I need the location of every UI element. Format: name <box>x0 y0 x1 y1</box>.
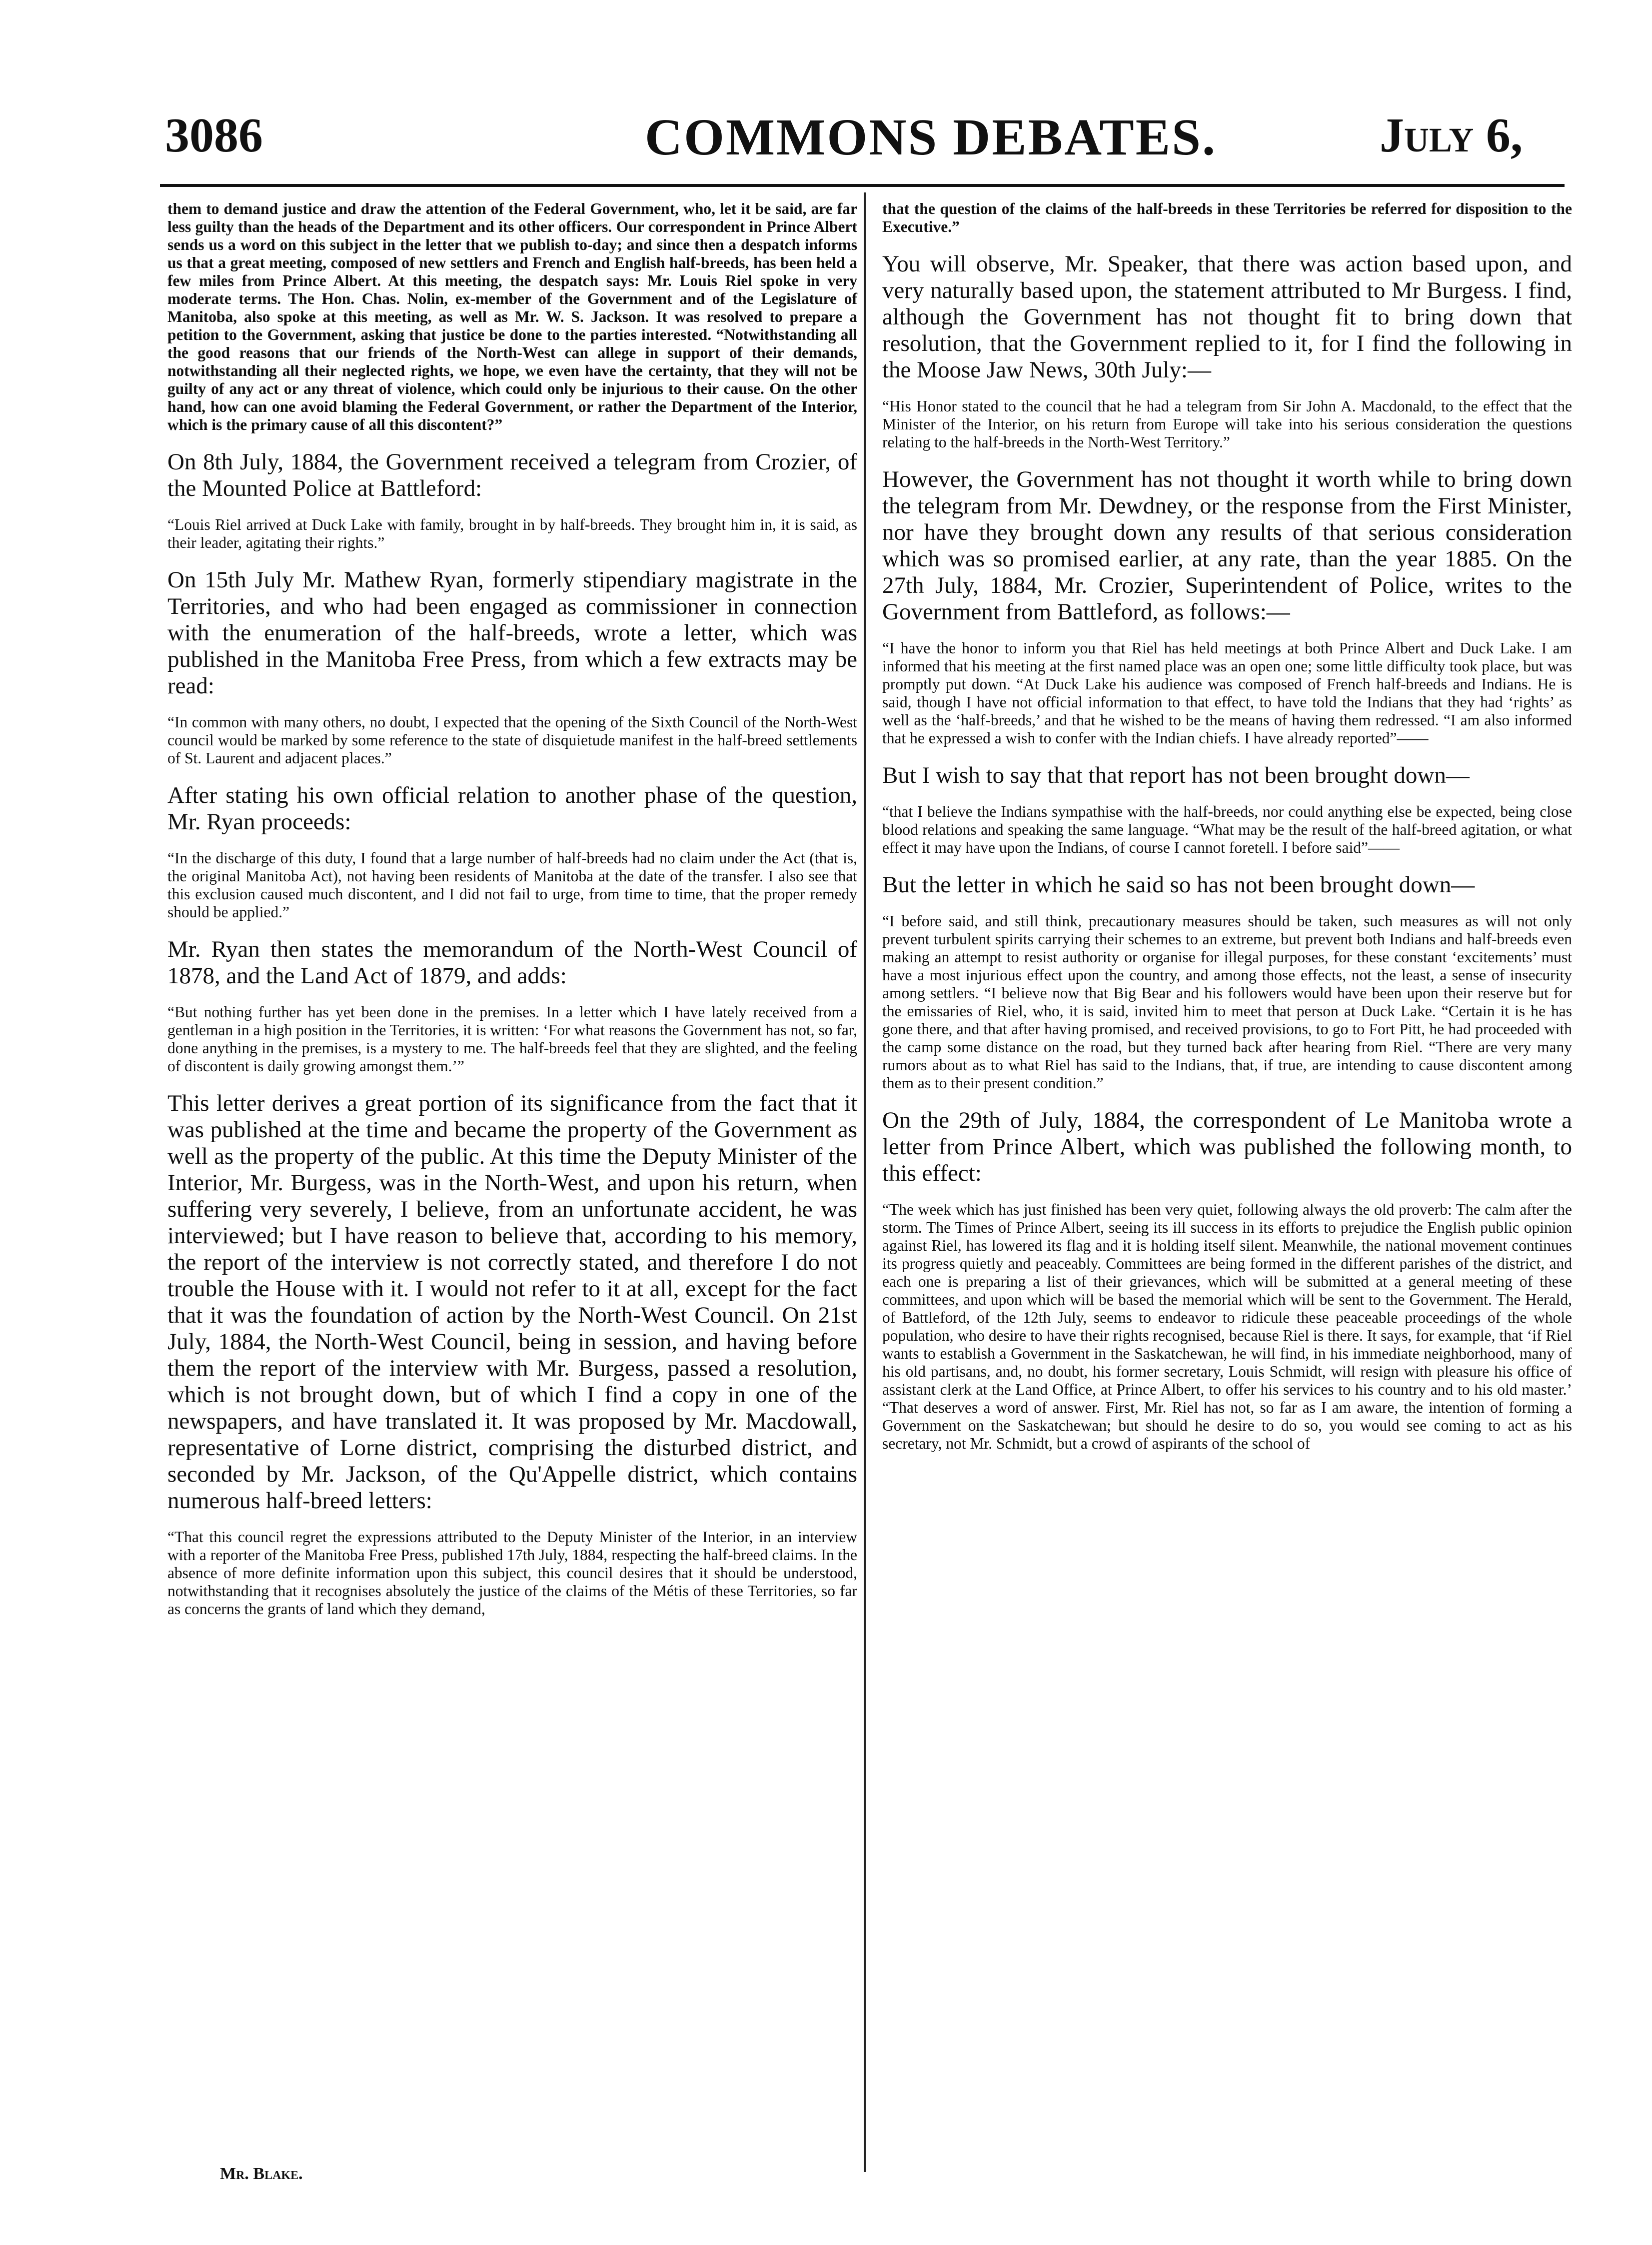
left-column <box>167 200 857 1633</box>
speaker-signature: Mr. Blake. <box>220 2165 303 2183</box>
quote-paragraph: them to demand justice and draw the attention of the Federal Government, who, let it be said, are far less guilty than the heads of the Department and its other officers. Our correspondent in Prince Albert sends us a word on this subject in the letter that we publish to-day; and since then a despatch informs us that a great meeting, composed of new settlers and French and English half-breeds, has been held a few miles from Prince Albert. At this meeting, the despatch says: Mr. Louis Riel spoke in very moderate terms. The Hon. Chas. Nolin, ex-member of the Government and of the Legislature of Manitoba, also spoke at this meeting, as well as Mr. W. S. Jackson. It was resolved to prepare a petition to the Government, asking that justice be done to the parties interested. “Notwithstanding all the good reasons that our friends of the North-West can allege in support of their demands, notwithstanding all their neglected rights, we hope, we even have the certainty, that they will not be guilty of any act or any threat of violence, which could only be injurious to their cause. On the other hand, how can one avoid blaming the Federal Government, or rather the Department of the Interior, which is the primary cause of all this discontent?” <box>167 200 857 433</box>
column-divider <box>864 192 866 2172</box>
page-date: July 6, <box>1380 108 1523 162</box>
quote-paragraph: “Louis Riel arrived at Duck Lake with family, brought in by half-breeds. They brought him in, it is said, as their leader, agitating their rights.” <box>167 516 857 551</box>
body-paragraph: After stating his own official relation to another phase of the question, Mr. Ryan proceeds: <box>167 782 857 835</box>
page-number: 3086 <box>165 108 263 162</box>
quote-paragraph: “That this council regret the expressions attributed to the Deputy Minister of the Interior, in an interview with a reporter of the Manitoba Free Press, published 17th July, 1884, respecting the half-breed claims. In the absence of more definite information upon this subject, this council desires that it should be understood, notwithstanding that it recognises absolutely the justice of the claims of the Métis of these Territories, so far as concerns the grants of land which they demand, <box>167 1528 857 1618</box>
quote-paragraph: “But nothing further has yet been done in the premises. In a letter which I have lately received from a gentleman in a high position in the Territories, it is written: ‘For what reasons the Government has not, so far, done anything in the premises, is a mystery to me. The half-breeds feel that they are slighted, and the feeling of discontent is daily growing amongst them.’” <box>167 1003 857 1075</box>
quote-paragraph: “I have the honor to inform you that Riel has held meetings at both Prince Albert and Duck Lake. I am informed that his meeting at the first named place was an open one; some little difficulty took place, but was promptly put down. “At Duck Lake his audience was composed of French half-breeds and Indians. He is said, though I have not official information to that effect, to have told the Indians that they had ‘rights’ as well as the ‘half-breeds,’ and that he wished to be the means of having them redressed. “I am also informed that he expressed a wish to confer with the Indian chiefs. I have already reported”—— <box>882 639 1572 747</box>
quote-paragraph: “In common with many others, no doubt, I expected that the opening of the Sixth Council of the North-West council would be marked by some reference to the state of disquietude manifest in the half-breed settlements of St. Laurent and adjacent places.” <box>167 713 857 767</box>
body-paragraph: But the letter in which he said so has not been brought down— <box>882 872 1475 898</box>
quote-paragraph: “I before said, and still think, precautionary measures should be taken, such measures as will not only prevent turbulent spirits carrying their schemes to an extreme, but prevent both Indians and half-breeds even making an attempt to resist authority or organise for illegal purposes, for these constant ‘excitements’ must have a most injurious effect upon the country, and among those effects, not the least, a sense of insecurity among settlers. “I believe now that Big Bear and his followers would have been upon their reserve but for the emissaries of Riel, who, it is said, invited him to meet that person at Duck Lake. “Certain it is he has gone there, and that after having promised, and received provisions, to go to Fort Pitt, he had proceeded with the camp some distance on the road, but they turned back after hearing from Riel. “There are very many rumors about as to what Riel has said to the Indians, that, if true, are intending to cause discontent among them as to their present condition.” <box>882 912 1572 1092</box>
body-paragraph: Mr. Ryan then states the memorandum of the North-West Council of 1878, and the Land Act of 1879, and adds: <box>167 936 857 989</box>
body-paragraph: On 15th July Mr. Mathew Ryan, formerly stipendiary magistrate in the Territories, and who had been engaged as commissioner in connection with the enumeration of the half-breeds, wrote a letter, which was published in the Manitoba Free Press, from which a few extracts may be read: <box>167 567 857 699</box>
right-column <box>882 200 1572 1468</box>
quote-paragraph: that the question of the claims of the half-breeds in these Territories be referred for disposition to the Executive.” <box>882 200 1572 235</box>
page-title: COMMONS DEBATES. <box>645 108 1217 166</box>
body-paragraph: You will observe, Mr. Speaker, that there was action based upon, and very naturally based upon, the statement attributed to Mr Burgess. I find, although the Government has not thought fit to bring down that resolution, that the Government replied to it, for I find the following in the Moose Jaw News, 30th July:— <box>882 251 1572 383</box>
body-paragraph: On 8th July, 1884, the Government received a telegram from Crozier, of the Mounted Police at Battleford: <box>167 449 857 501</box>
quote-paragraph: “The week which has just finished has been very quiet, following always the old proverb: The calm after the storm. The Times of Prince Albert, seeing its ill success in its efforts to prejudice the English public opinion against Riel, has lowered its flag and it is holding itself silent. Meanwhile, the national movement continues its progress quietly and peaceably. Committees are being formed in the different parishes of the district, and each one is preparing a list of their grievances, which will be submitted at a general meeting of these committees, and upon which will be based the memorial which will be sent to the Government. The Herald, of Battleford, of the 12th July, seems to endeavor to ridicule these peaceable proceedings of the whole population, who desire to have their rights recognised, because Riel is there. It says, for example, that ‘if Riel wants to establish a Government in the Saskatchewan, he will find, in his immediate neighborhood, many of his old partisans, and, no doubt, his former secretary, Louis Schmidt, will resign with pleasure his office of assistant clerk at the Land Office, at Prince Albert, to offer his services to his country and to his old master.’ “That deserves a word of answer. First, Mr. Riel has not, so far as I am aware, the intention of forming a Government on the Saskatchewan; but should he desire to do so, you would see coming to act as his secretary, not Mr. Schmidt, but a crowd of aspirants of the school of <box>882 1201 1572 1452</box>
quote-paragraph: “His Honor stated to the council that he had a telegram from Sir John A. Macdonald, to the effect that the Minister of the Interior, on his return from Europe will take into his serious consideration the questions relating to the half-breeds in the North-West Territory.” <box>882 397 1572 451</box>
page-header <box>0 0 1652 210</box>
quote-paragraph: “In the discharge of this duty, I found that a large number of half-breeds had no claim under the Act (that is, the original Manitoba Act), not having been residents of Manitoba at the date of the transfer. I also see that this exclusion caused much discontent, and I did not fail to urge, from time to time, that the proper remedy should be applied.” <box>167 849 857 921</box>
header-rule <box>160 184 1565 187</box>
body-paragraph: This letter derives a great portion of its significance from the fact that it was published at the time and became the property of the Government as well as the property of the public. At this time the Deputy Minister of the Interior, Mr. Burgess, was in the North-West, and upon his return, when suffering very severely, I believe, from an unfortunate accident, he was interviewed; but I have reason to believe that, according to his memory, the report of the interview is not correctly stated, and therefore I do not trouble the House with it. I would not refer to it at all, except for the fact that it was the foundation of action by the North-West Council. On 21st July, 1884, the North-West Council, being in session, and having before them the report of the interview with Mr. Burgess, passed a resolution, which is not brought down, but of which I find a copy in one of the newspapers, and have translated it. It was proposed by Mr. Macdowall, representative of Lorne district, comprising the disturbed district, and seconded by Mr. Jackson, of the Qu'Appelle district, which contains numerous half-breed letters: <box>167 1090 857 1514</box>
body-paragraph: But I wish to say that that report has not been brought down— <box>882 762 1470 788</box>
body-paragraph: However, the Government has not thought it worth while to bring down the telegram from Mr. Dewdney, or the response from the First Minister, nor have they brought down any results of that serious consideration which was so promised earlier, at any rate, than the year 1885. On the 27th July, 1884, Mr. Crozier, Superintendent of Police, writes to the Government from Battleford, as follows:— <box>882 466 1572 625</box>
body-paragraph: On the 29th of July, 1884, the correspondent of Le Manitoba wrote a letter from Prince Albert, which was published the following month, to this effect: <box>882 1107 1572 1186</box>
quote-paragraph: “that I believe the Indians sympathise with the half-breeds, nor could anything else be expected, being close blood relations and speaking the same language. “What may be the result of the half-breed agitation, or what effect it may have upon the Indians, of course I cannot foretell. I before said”—— <box>882 803 1572 856</box>
